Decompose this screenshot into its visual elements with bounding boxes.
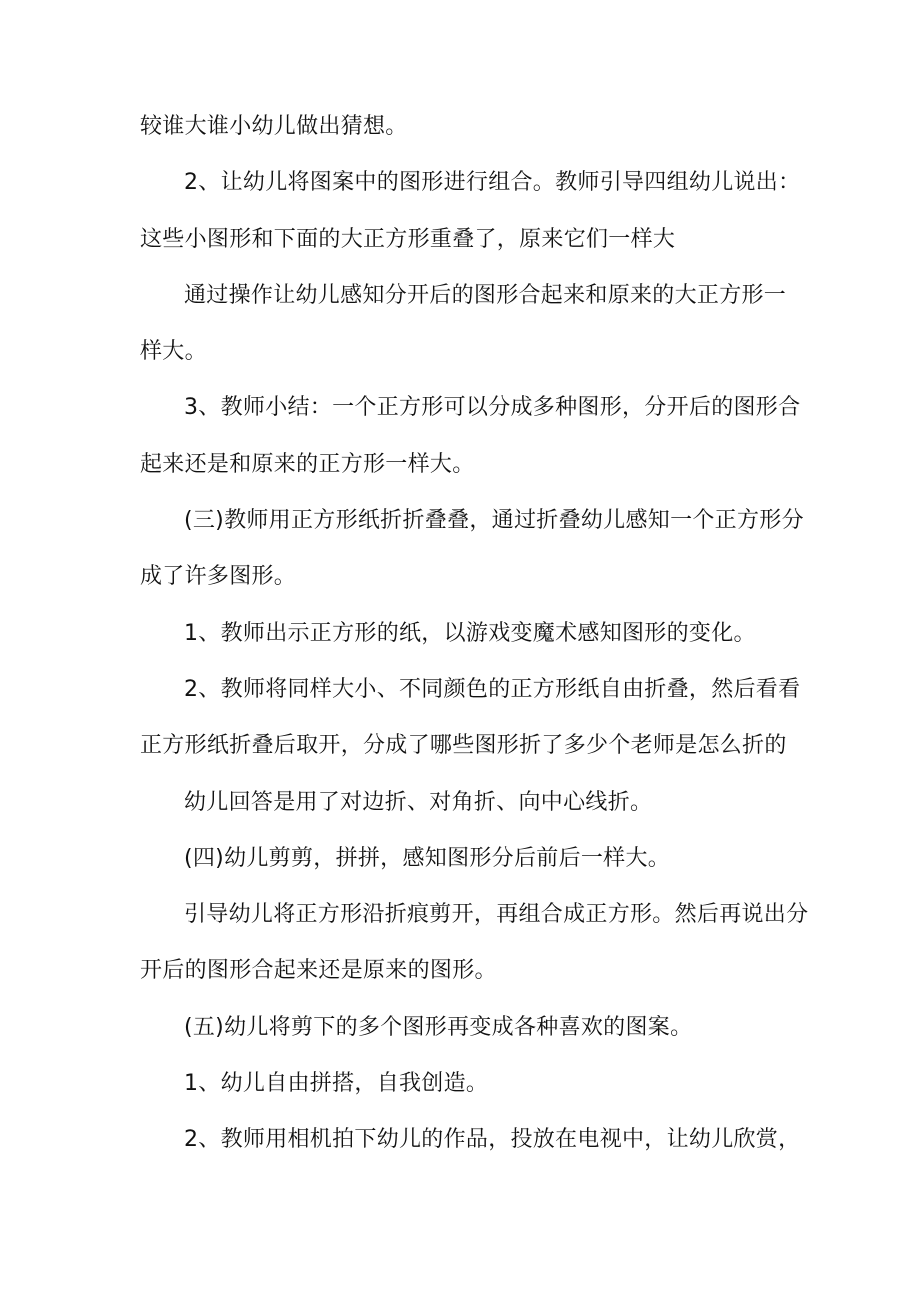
text-line: 样大。: [140, 339, 207, 364]
text-line: (三)教师用正方形纸折折叠叠，通过折叠幼儿感知一个正方形分: [184, 508, 804, 533]
text-line: 2、教师将同样大小、不同颜色的正方形纸自由折叠，然后看看: [184, 677, 801, 702]
text-line: 引导幼儿将正方形沿折痕剪开，再组合成正方形。然后再说出分: [184, 902, 809, 927]
text-line: 通过操作让幼儿感知分开后的图形合起来和原来的大正方形一: [184, 283, 787, 308]
text-line: 3、教师小结：一个正方形可以分成多种图形，分开后的图形合: [184, 395, 801, 420]
text-line: (五)幼儿将剪下的多个图形再变成各种喜欢的图案。: [184, 1015, 693, 1040]
text-line: 较谁大谁小幼儿做出猜想。: [140, 114, 408, 139]
text-line: 这些小图形和下面的大正方形重叠了，原来它们一样大: [140, 227, 676, 252]
text-line: 1、幼儿自由拼搭，自我创造。: [184, 1071, 489, 1096]
text-line: 起来还是和原来的正方形一样大。: [140, 452, 475, 477]
text-line: 2、让幼儿将图案中的图形进行组合。教师引导四组幼儿说出：: [184, 170, 801, 195]
text-line: 正方形纸折叠后取开，分成了哪些图形折了多少个老师是怎么折的: [140, 733, 787, 758]
text-line: (四)幼儿剪剪，拼拼，感知图形分后前后一样大。: [184, 846, 671, 871]
text-line: 2、教师用相机拍下幼儿的作品，投放在电视中，让幼儿欣赏，: [184, 1127, 801, 1152]
text-line: 开后的图形合起来还是原来的图形。: [140, 958, 497, 983]
text-line: 1、教师出示正方形的纸，以游戏变魔术感知图形的变化。: [184, 621, 756, 646]
text-line: 成了许多图形。: [140, 564, 297, 589]
text-line: 幼儿回答是用了对边折、对角折、向中心线折。: [184, 790, 653, 815]
